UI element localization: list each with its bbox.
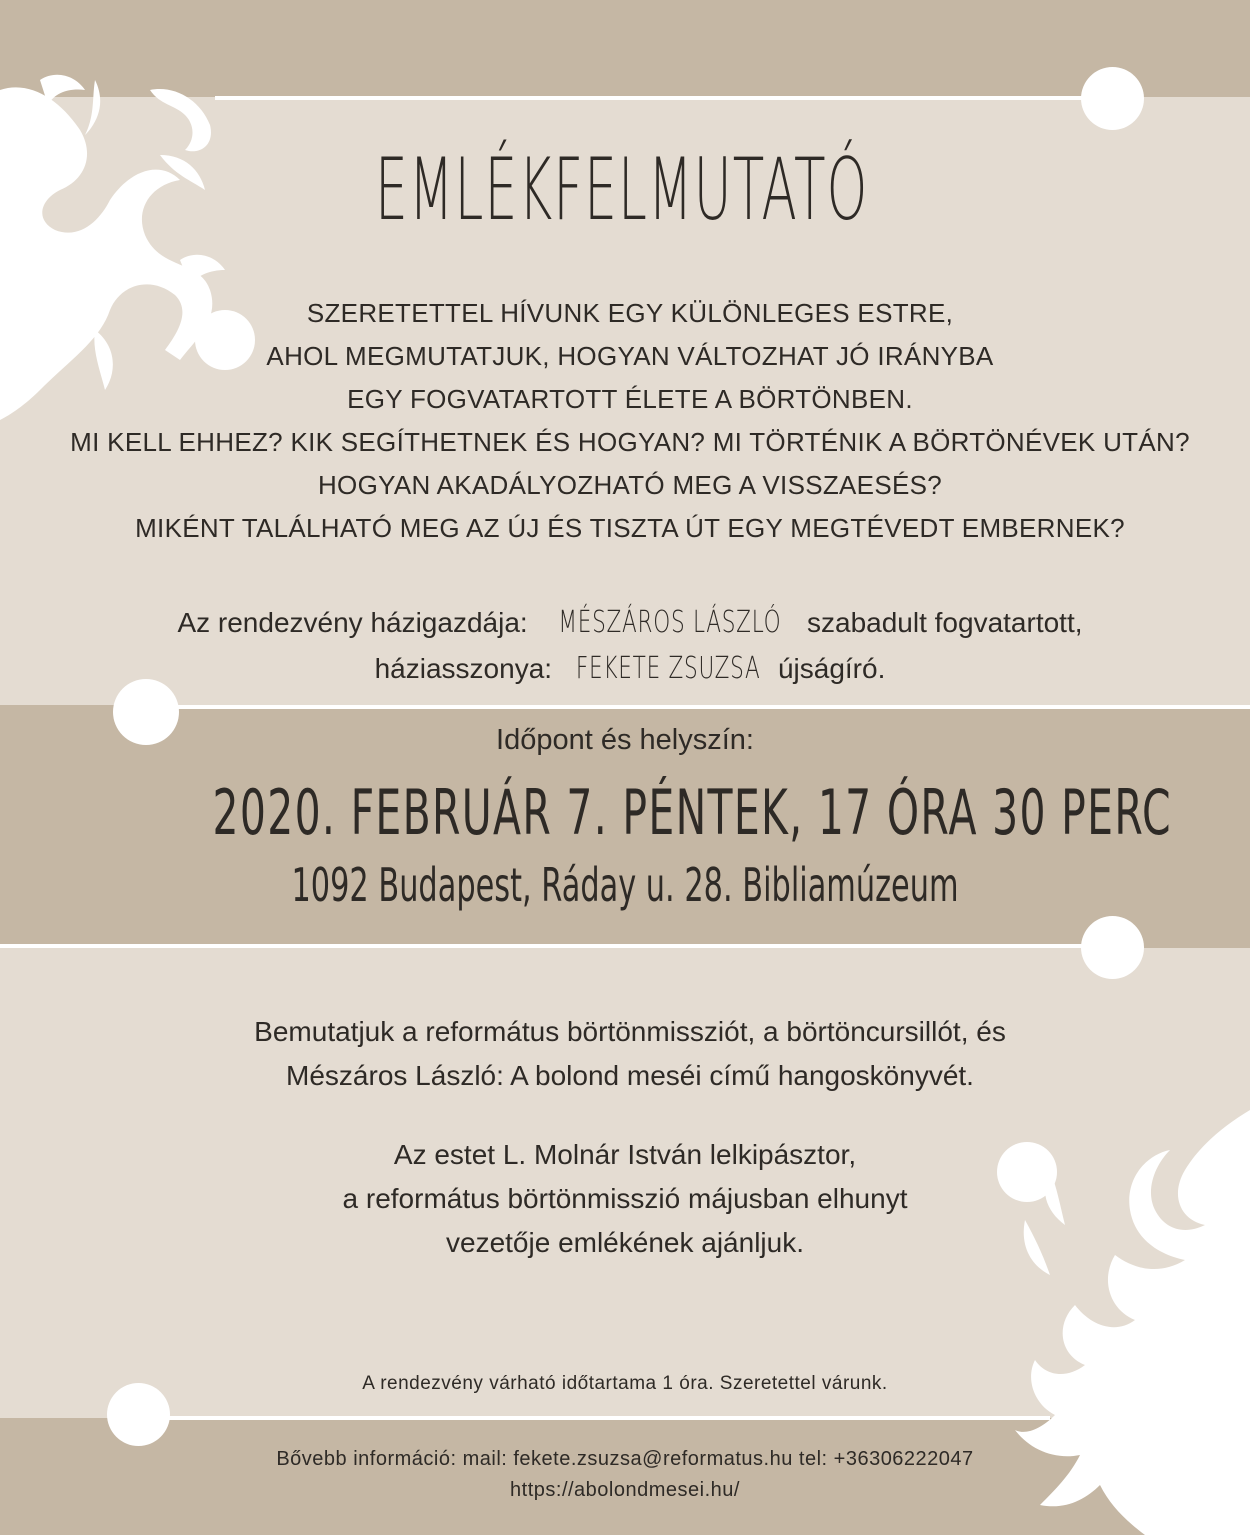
hostess-name: FEKETE ZSUZSA xyxy=(575,651,761,686)
hostess-prefix: háziasszonya: xyxy=(374,653,553,684)
host-prefix: Az rendezvény házigazdája: xyxy=(177,607,528,638)
body-line: Bemutatjuk a református börtönmissziót, a börtöncursillót, és xyxy=(254,1016,1006,1047)
duration-note: A rendezvény várható időtartama 1 óra. Szeretettel várunk. xyxy=(362,1373,888,1394)
hostess-suffix: újságíró. xyxy=(777,653,886,684)
body-line: a református börtönmisszió májusban elhunyt xyxy=(342,1183,908,1214)
event-address: 1092 Budapest, Ráday u. 28. Bibliamúzeum xyxy=(291,858,959,912)
intro-line: AHOL MEGMUTATJUK, HOGYAN VÁLTOZHAT JÓ IRÁNYBA xyxy=(266,341,994,371)
divider-line xyxy=(215,96,1110,100)
intro-line: SZERETETTEL HÍVUNK EGY KÜLÖNLEGES ESTRE, xyxy=(306,298,954,328)
intro-line: EGY FOGVATARTOTT ÉLETE A BÖRTÖNBEN. xyxy=(347,384,913,414)
divider-line xyxy=(0,944,1090,948)
body-line: vezetője emlékének ajánljuk. xyxy=(446,1227,804,1258)
host-line xyxy=(60,600,1200,646)
host-name: MÉSZÁROS LÁSZLÓ xyxy=(558,605,782,640)
divider-line xyxy=(160,705,1250,709)
schedule-label: Időpont és helyszín: xyxy=(496,724,754,756)
hostess-line xyxy=(60,646,1200,692)
event-datetime: 2020. FEBRUÁR 7. PÉNTEK, 17 ÓRA 30 PERC xyxy=(212,776,1172,849)
website-link[interactable]: https://abolondmesei.hu/ xyxy=(510,1479,740,1501)
intro-line: HOGYAN AKADÁLYOZHATÓ MEG A VISSZAESÉS? xyxy=(317,470,943,500)
intro-line: MIKÉNT TALÁLHATÓ MEG AZ ÚJ ÉS TISZTA ÚT EGY MEGTÉVEDT EMBERNEK? xyxy=(135,513,1125,543)
divider-line xyxy=(160,1416,1050,1420)
body-line: Az estet L. Molnár István lelkipásztor, xyxy=(393,1139,857,1170)
intro-line: MI KELL EHHEZ? KIK SEGÍTHETNEK ÉS HOGYAN? MI TÖRTÉNIK A BÖRTÖNÉVEK UTÁN? xyxy=(70,427,1190,457)
contact-line: Bővebb információ: mail: fekete.zsuzsa@reformatus.hu tel: +36306222047 xyxy=(276,1448,974,1470)
page-title: EMLÉKFELMUTATÓ xyxy=(375,140,869,240)
hosts-block xyxy=(60,600,1200,692)
contact-info xyxy=(0,1444,1250,1506)
dedication xyxy=(0,1133,1250,1265)
host-suffix: szabadult fogvatartott, xyxy=(807,607,1083,638)
decor-dot xyxy=(1081,916,1144,979)
decor-dot xyxy=(1081,67,1144,130)
body-line: Mészáros László: A bolond meséi című hangoskönyvét. xyxy=(286,1060,974,1091)
intro-text xyxy=(60,292,1200,550)
program-description xyxy=(5,1010,1250,1098)
